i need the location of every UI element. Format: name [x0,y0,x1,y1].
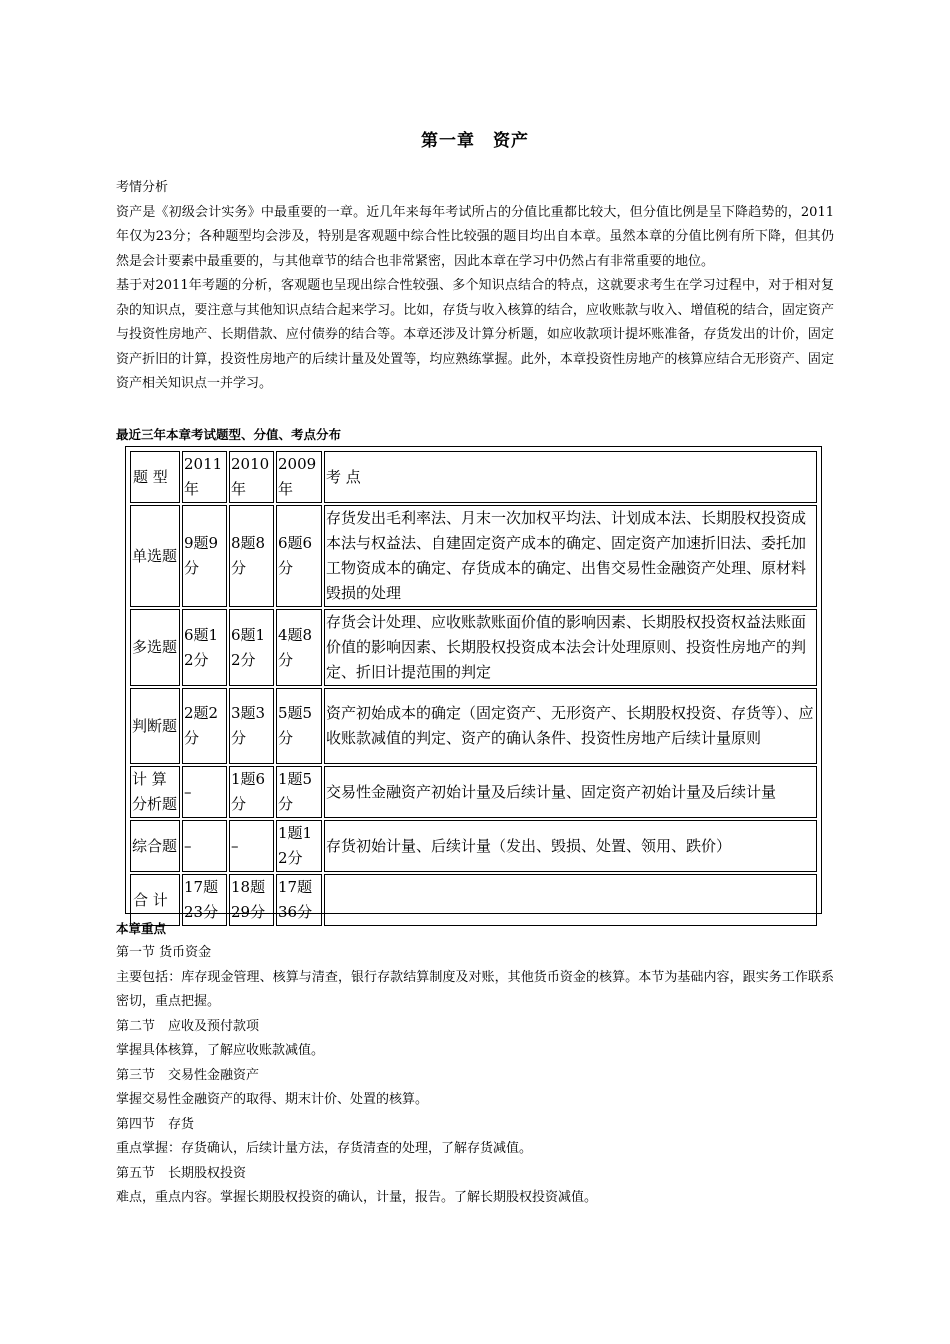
section-body: 重点掌握：存货确认，后续计量方法，存货清查的处理，了解存货减值。 [116,1141,533,1156]
row-2010: 8题8分 [229,505,274,607]
row-type: 判断题 [130,688,180,764]
row-2011: 9题9分 [182,505,227,607]
header-cell-2011: 2011年 [182,451,227,503]
section-body: 主要包括：库存现金管理、核算与清查，银行存款结算制度及对账，其他货币资金的核算。本节为基础内容，跟实务工作联系密切，重点把握。 [116,969,834,1009]
row-2009: 5题5分 [276,688,322,764]
analysis-paragraph-2: 基于对2011年考题的分析，客观题也呈现出综合性较强、多个知识点结合的特点，这就要求考生在学习过程中，对于相对复杂的知识点，要注意与其他知识点结合起来学习。比如，存货与收入核算的结合，应收账款与收入、增值税的结合，固定资产与投资性房地产、长期借款、应付债券的结合等。本章还涉及计算分析题，如应收款项计提坏账准备，存货发出的计价，固定资产折旧的计算，投资性房地产的后续计量及处置等，均应熟练掌握。此外，本章投资性房地产的核算应结合无形资产、固定资产相关知识点一并学习。 [116,278,834,391]
section-title: 第一节 货币资金 [116,945,212,960]
section-title: 第三节 交易性金融资产 [116,1067,260,1083]
row-2009: 17题36分 [276,874,322,926]
table-row [130,820,817,872]
row-2011: 2题2分 [182,688,227,764]
row-2010: 1题6分 [229,766,274,818]
analysis-heading: 考情分析 [116,180,169,195]
row-2011: 17题23分 [182,874,227,926]
row-type: 单选题 [130,505,180,607]
table-row [130,688,817,764]
chapter-title: 第一章 资产 [421,131,529,151]
row-topics: 存货发出毛利率法、月末一次加权平均法、计划成本法、长期股权投资成本法与权益法、自建固定资产成本的确定、固定资产加速折旧法、委托加工物资成本的确定、存货成本的确定、出售交易性金融资产处理、原材料毁损的处理 [324,505,817,607]
header-cell-topics: 考 点 [324,451,817,503]
key-points-section [116,917,834,1211]
row-type: 综合题 [130,820,180,872]
table-row [130,609,817,686]
table-header-row [130,451,817,503]
row-type: 合 计 [130,874,180,926]
exam-distribution-table-frame [125,446,822,921]
section-title: 第四节 存货 [116,1116,195,1132]
table-row [130,505,817,607]
row-2009: 1题5分 [276,766,322,818]
analysis-paragraph-1: 资产是《初级会计实务》中最重要的一章。近几年来每年考试所占的分值比重都比较大，但分值比例是呈下降趋势的，2011年仅为23分；各种题型均会涉及，特别是客观题中综合性比较强的题目均出自本章。虽然本章的分值比例有所下降，但其仍然是会计要素中最重要的，与其他章节的结合也非常紧密，因此本章在学习中仍然占有非常重要的地位。 [116,204,834,269]
table-caption: 最近三年本章考试题型、分值、考点分布 [116,427,342,442]
section-title: 第二节 应收及预付款项 [116,1018,260,1034]
key-points-heading: 本章重点 [116,921,167,936]
row-2010: 6题12分 [229,609,274,686]
row-2009: 4题8分 [276,609,322,686]
row-2010: – [229,820,274,872]
header-cell-2010: 2010年 [229,451,274,503]
section-title: 第五节 长期股权投资 [116,1165,247,1181]
row-topics: 交易性金融资产初始计量及后续计量、固定资产初始计量及后续计量 [324,766,817,818]
row-type: 计 算分析题 [130,766,180,818]
row-topics: 存货初始计量、后续计量（发出、毁损、处置、领用、跌价） [324,820,817,872]
section-body: 掌握具体核算，了解应收账款减值。 [116,1043,325,1058]
exam-analysis-section [116,176,834,397]
row-2010: 3题3分 [229,688,274,764]
section-body: 难点，重点内容。掌握长期股权投资的确认，计量，报告。了解长期股权投资减值。 [116,1190,598,1205]
row-topics: 资产初始成本的确定（固定资产、无形资产、长期股权投资、存货等）、应收账款减值的判定、资产的确认条件、投资性房地产后续计量原则 [324,688,817,764]
row-topics: 存货会计处理、应收账款账面价值的影响因素、长期股权投资权益法账面价值的影响因素、长期股权投资成本法会计处理原则、投资性房地产的判定、折旧计提范围的判定 [324,609,817,686]
section-body: 掌握交易性金融资产的取得、期末计价、处置的核算。 [116,1092,429,1107]
row-2011: – [182,766,227,818]
exam-distribution-table [128,449,819,928]
row-2009: 6题6分 [276,505,322,607]
header-cell-2009: 2009年 [276,451,322,503]
row-2010: 18题29分 [229,874,274,926]
header-cell-type: 题 型 [130,451,180,503]
row-2009: 1题12分 [276,820,322,872]
row-2011: 6题12分 [182,609,227,686]
row-2011: – [182,820,227,872]
row-type: 多选题 [130,609,180,686]
table-row [130,766,817,818]
